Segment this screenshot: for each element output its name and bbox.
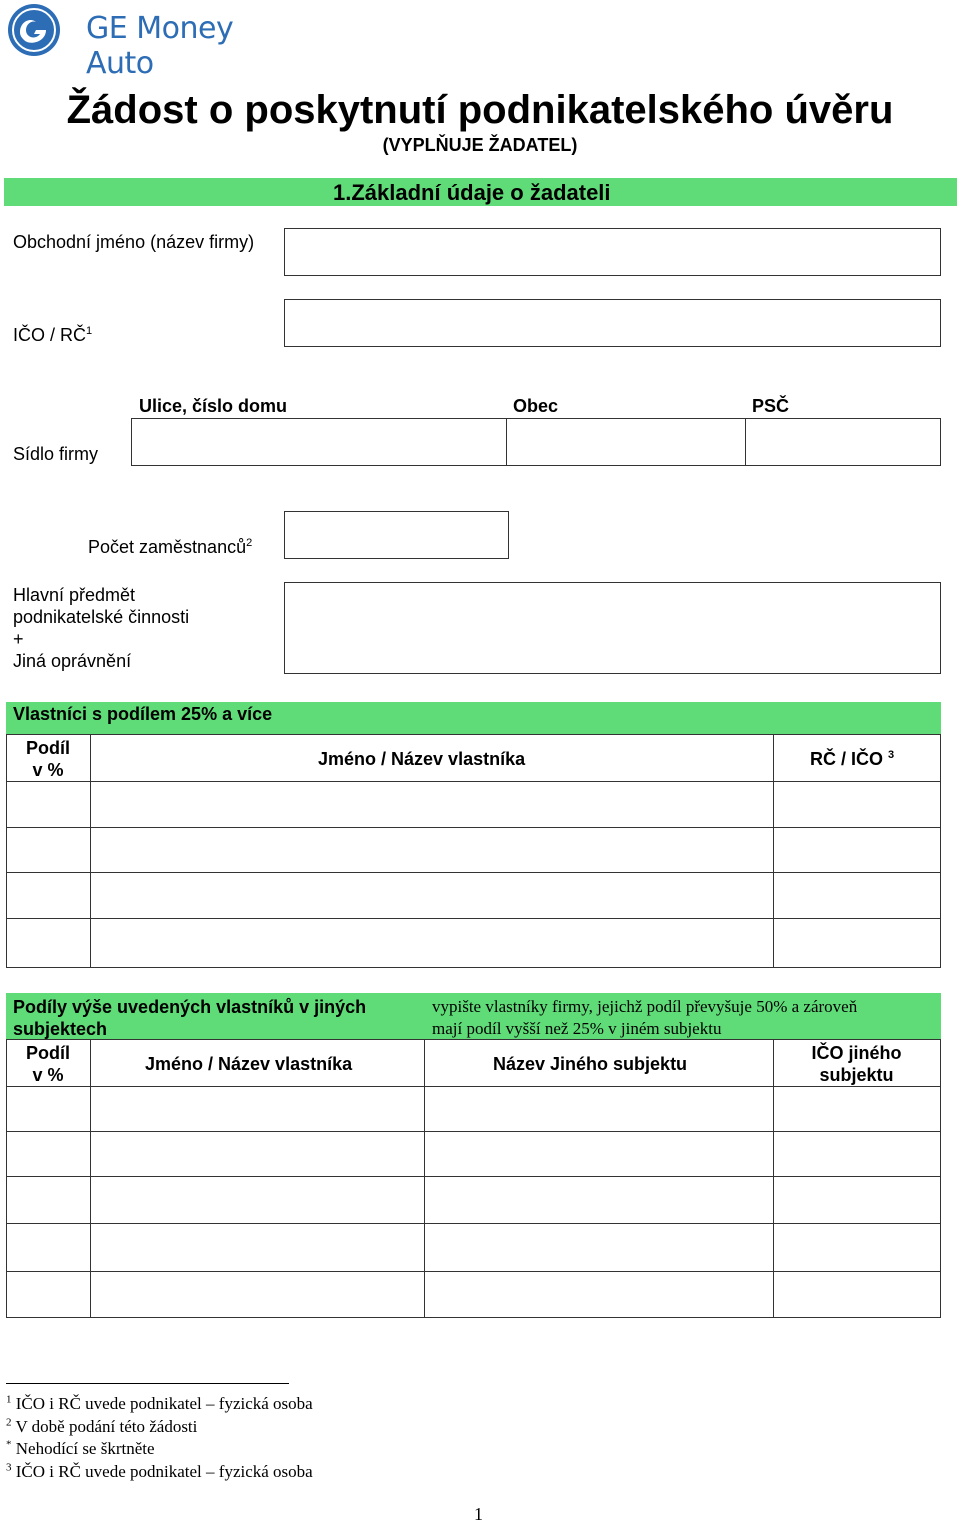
shares-row[interactable] [6,1272,941,1317]
shares-row[interactable] [6,1177,941,1223]
footnote: $^3$ IČO i RČ uvede podnikatel – fyzická osoba [6,1460,313,1481]
street-field[interactable] [131,418,507,466]
ge-logo [6,2,296,81]
owners-col-id: RČ / IČO $^3$ [810,749,895,769]
seat-label: Sídlo firmy [13,444,99,464]
shares-col-name: Jméno / Název vlastníka [145,1054,353,1074]
ico-rc-field[interactable] [284,299,941,347]
shares-row[interactable] [6,1087,941,1131]
owners-row[interactable] [6,828,941,872]
ico-rc-label: IČO / $RČ^1$ [13,325,93,345]
shares-note: vypište vlastníky firmy, jejichž podíl převyšuje 50% a zároveň mají podíl vyšší než 25% v jiném subjektu [432,997,858,1038]
owners-col-share: Podíl v % [26,738,70,780]
owners-header: Vlastníci s podílem 25% a více [13,704,273,724]
zip-field[interactable] [745,418,941,466]
city-label: Obec [513,396,559,416]
footnotes [6,1393,313,1483]
shares-col-ico: IČO jiného subjektu [811,1043,902,1085]
ge-monogram-icon [6,2,62,58]
footnote: * Nehodící se škrtněte [6,1438,155,1458]
employees-label: Počet zaměstnanců$^2$ [88,537,253,557]
owners-col-name: Jméno / Název vlastníka [318,749,526,769]
page-subtitle: (VYPLŇUJE ŽADATEL) [382,135,578,155]
activity-field[interactable] [284,582,941,674]
city-field[interactable] [506,418,746,466]
owners-row[interactable] [6,782,941,827]
street-label: Ulice, číslo domu [139,396,288,416]
shares-col-subject: Název Jiného subjektu [493,1054,688,1074]
activity-label: Hlavní předmět podnikatelské činnosti + Jiná oprávnění [13,585,190,671]
company-name-field[interactable] [284,228,941,276]
footnote-separator [6,1383,289,1384]
owners-row[interactable] [6,873,941,918]
owners-row[interactable] [6,919,941,967]
shares-header: Podíly výše uvedených vlastníků v jiných subjektech [13,997,367,1039]
footnote: $^1$ IČO i RČ uvede podnikatel – fyzická osoba [6,1393,313,1413]
shares-row[interactable] [6,1224,941,1271]
footnote: $^2$ V době podání této žádosti [6,1415,198,1436]
page-number: 1 [474,1504,483,1524]
zip-label: PSČ [752,396,790,416]
page-title: Žádost o poskytnutí podnikatelského úvěru [66,88,894,132]
company-name-label: Obchodní jméno (název firmy) [13,232,255,252]
employees-field[interactable] [284,511,509,559]
shares-col-share: Podíl v % [26,1043,70,1085]
section1-header: 1.Základní údaje o žadateli [333,180,611,205]
shares-row[interactable] [6,1132,941,1176]
logo-text: GE Money Auto [86,11,234,81]
